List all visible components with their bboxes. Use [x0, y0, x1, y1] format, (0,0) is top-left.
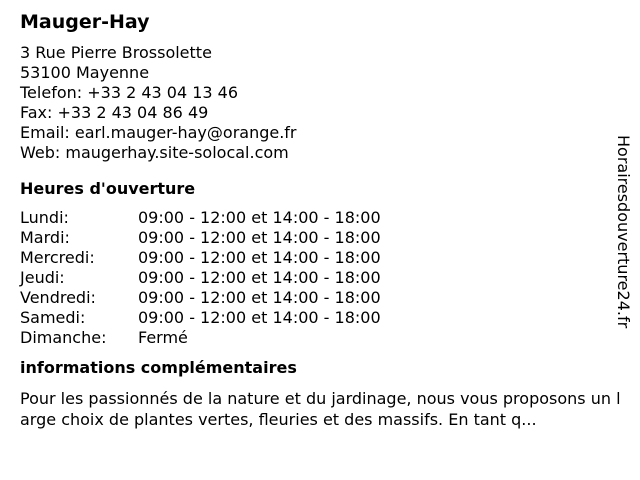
additional-info-text: Pour les passionnés de la nature et du jardinage, nous vous proposons un large choix de plantes vertes, fleuries et des massifs. En tant q...: [20, 389, 621, 429]
business-name: Mauger-Hay: [20, 11, 150, 33]
day-label: Dimanche:: [20, 328, 107, 347]
fax-line: Fax: +33 2 43 04 86 49: [20, 103, 209, 122]
business-card: [20, 10, 620, 430]
day-label: Lundi:: [20, 208, 69, 227]
address-street: 3 Rue Pierre Brossolette: [20, 43, 212, 62]
day-label: Mercredi:: [20, 248, 95, 267]
day-label: Jeudi:: [20, 268, 65, 287]
hours-row-saturday: [20, 308, 620, 328]
hours-row-wednesday: [20, 248, 620, 268]
time-value: 09:00 - 12:00 et 14:00 - 18:00: [138, 208, 381, 227]
site-watermark: Horairesdouverture24.fr: [614, 135, 633, 329]
hours-row-monday: [20, 208, 620, 228]
opening-hours-heading: Heures d'ouverture: [20, 179, 196, 198]
time-value: 09:00 - 12:00 et 14:00 - 18:00: [138, 228, 381, 247]
phone-line: Telefon: +33 2 43 04 13 46: [20, 83, 239, 102]
time-value: 09:00 - 12:00 et 14:00 - 18:00: [138, 268, 381, 287]
hours-row-tuesday: [20, 228, 620, 248]
time-value: 09:00 - 12:00 et 14:00 - 18:00: [138, 288, 381, 307]
hours-row-thursday: [20, 268, 620, 288]
opening-hours-table: [20, 208, 620, 348]
hours-row-sunday: [20, 328, 620, 348]
contact-block: [20, 43, 620, 163]
day-label: Mardi:: [20, 228, 70, 247]
hours-row-friday: [20, 288, 620, 308]
additional-info-heading: informations complémentaires: [20, 358, 297, 377]
day-label: Samedi:: [20, 308, 86, 327]
day-label: Vendredi:: [20, 288, 96, 307]
time-value: 09:00 - 12:00 et 14:00 - 18:00: [138, 308, 381, 327]
time-value: 09:00 - 12:00 et 14:00 - 18:00: [138, 248, 381, 267]
email-line: Email: earl.mauger-hay@orange.fr: [20, 123, 297, 142]
address-city: 53100 Mayenne: [20, 63, 150, 82]
time-value: Fermé: [138, 328, 188, 347]
web-line: Web: maugerhay.site-solocal.com: [20, 143, 289, 162]
